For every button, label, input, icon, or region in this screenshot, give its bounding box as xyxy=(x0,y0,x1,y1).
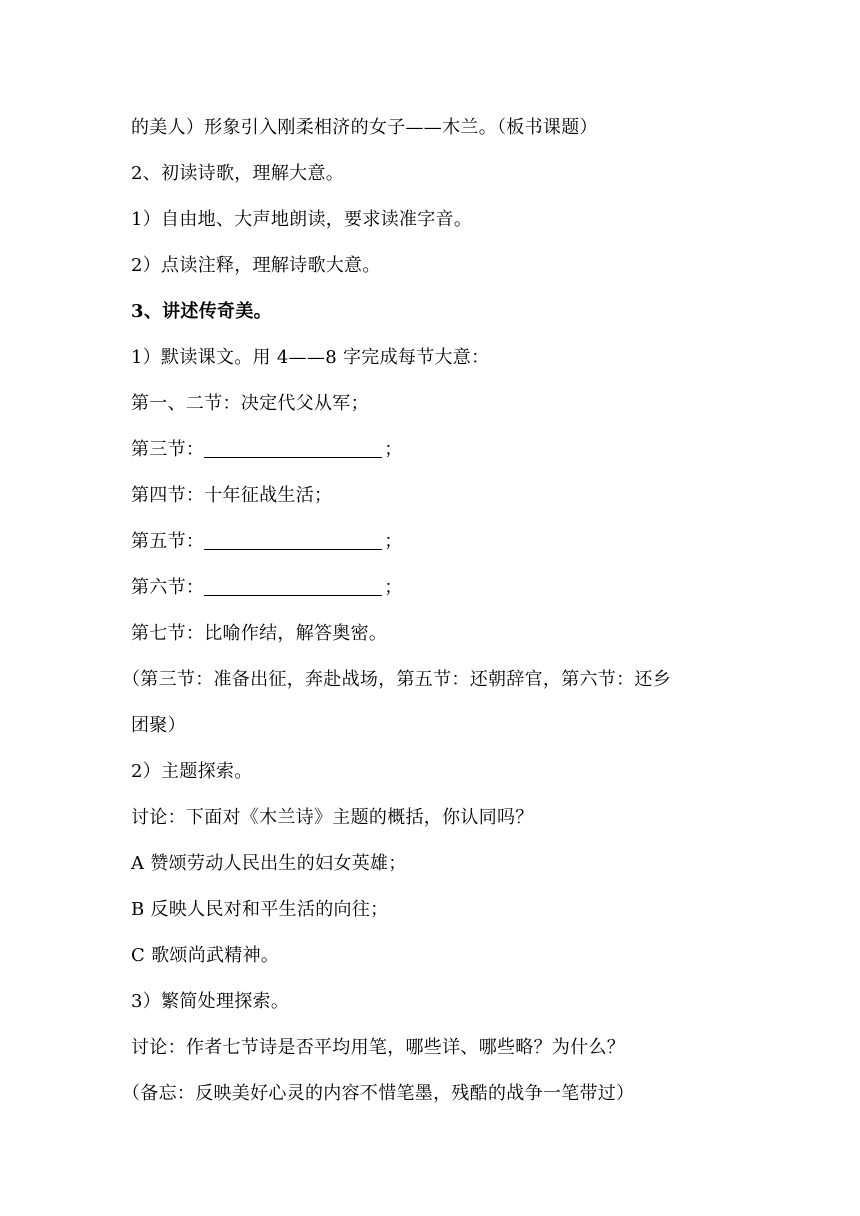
text-line: 1）默读课文。用 4——8 字完成每节大意： xyxy=(131,347,490,368)
blank-underline xyxy=(204,531,382,550)
blank-end: ； xyxy=(384,577,403,598)
text-line: 的美人）形象引入刚柔相济的女子——木兰。（板书课题） xyxy=(131,117,598,138)
text-line: （第三节：准备出征，奔赴战场，第五节：还朝辞官，第六节：还乡 xyxy=(122,669,671,690)
fill-blank-line xyxy=(131,530,771,554)
blank-underline xyxy=(204,577,382,596)
text-line: 团聚） xyxy=(131,715,186,736)
text-line: 讨论：下面对《木兰诗》主题的概括，你认同吗？ xyxy=(131,807,534,828)
option-line: C 歌颂尚武精神。 xyxy=(131,945,280,966)
text-line: 第四节：十年征战生活； xyxy=(131,485,333,506)
blank-label: 第三节： xyxy=(131,439,205,460)
text-line: 2）主题探索。 xyxy=(131,761,253,782)
fill-blank-line xyxy=(131,438,771,462)
option-line: B 反映人民对和平生活的向往； xyxy=(131,899,389,920)
text-line: 第一、二节：决定代父从军； xyxy=(131,393,369,414)
text-line: 2）点读注释，理解诗歌大意。 xyxy=(131,255,381,276)
text-line: 3）繁简处理探索。 xyxy=(131,991,290,1012)
section-heading: 2、初读诗歌，理解大意。 xyxy=(131,163,345,184)
text-line: （备忘：反映美好心灵的内容不惜笔墨，残酷的战争一笔带过） xyxy=(122,1083,635,1104)
section-heading: 3、讲述传奇美。 xyxy=(131,301,272,322)
blank-end: ； xyxy=(384,531,403,552)
blank-end: ； xyxy=(384,439,403,460)
text-line: 1）自由地、大声地朗读，要求读准字音。 xyxy=(131,209,473,230)
text-line: 第七节：比喻作结，解答奥密。 xyxy=(131,623,388,644)
blank-label: 第五节： xyxy=(131,531,205,552)
text-line: 讨论：作者七节诗是否平均用笔，哪些详、哪些略？为什么？ xyxy=(131,1037,626,1058)
blank-underline xyxy=(204,439,382,458)
blank-label: 第六节： xyxy=(131,577,205,598)
fill-blank-line xyxy=(131,576,771,600)
option-line: A 赞颂劳动人民出生的妇女英雄； xyxy=(131,853,407,874)
